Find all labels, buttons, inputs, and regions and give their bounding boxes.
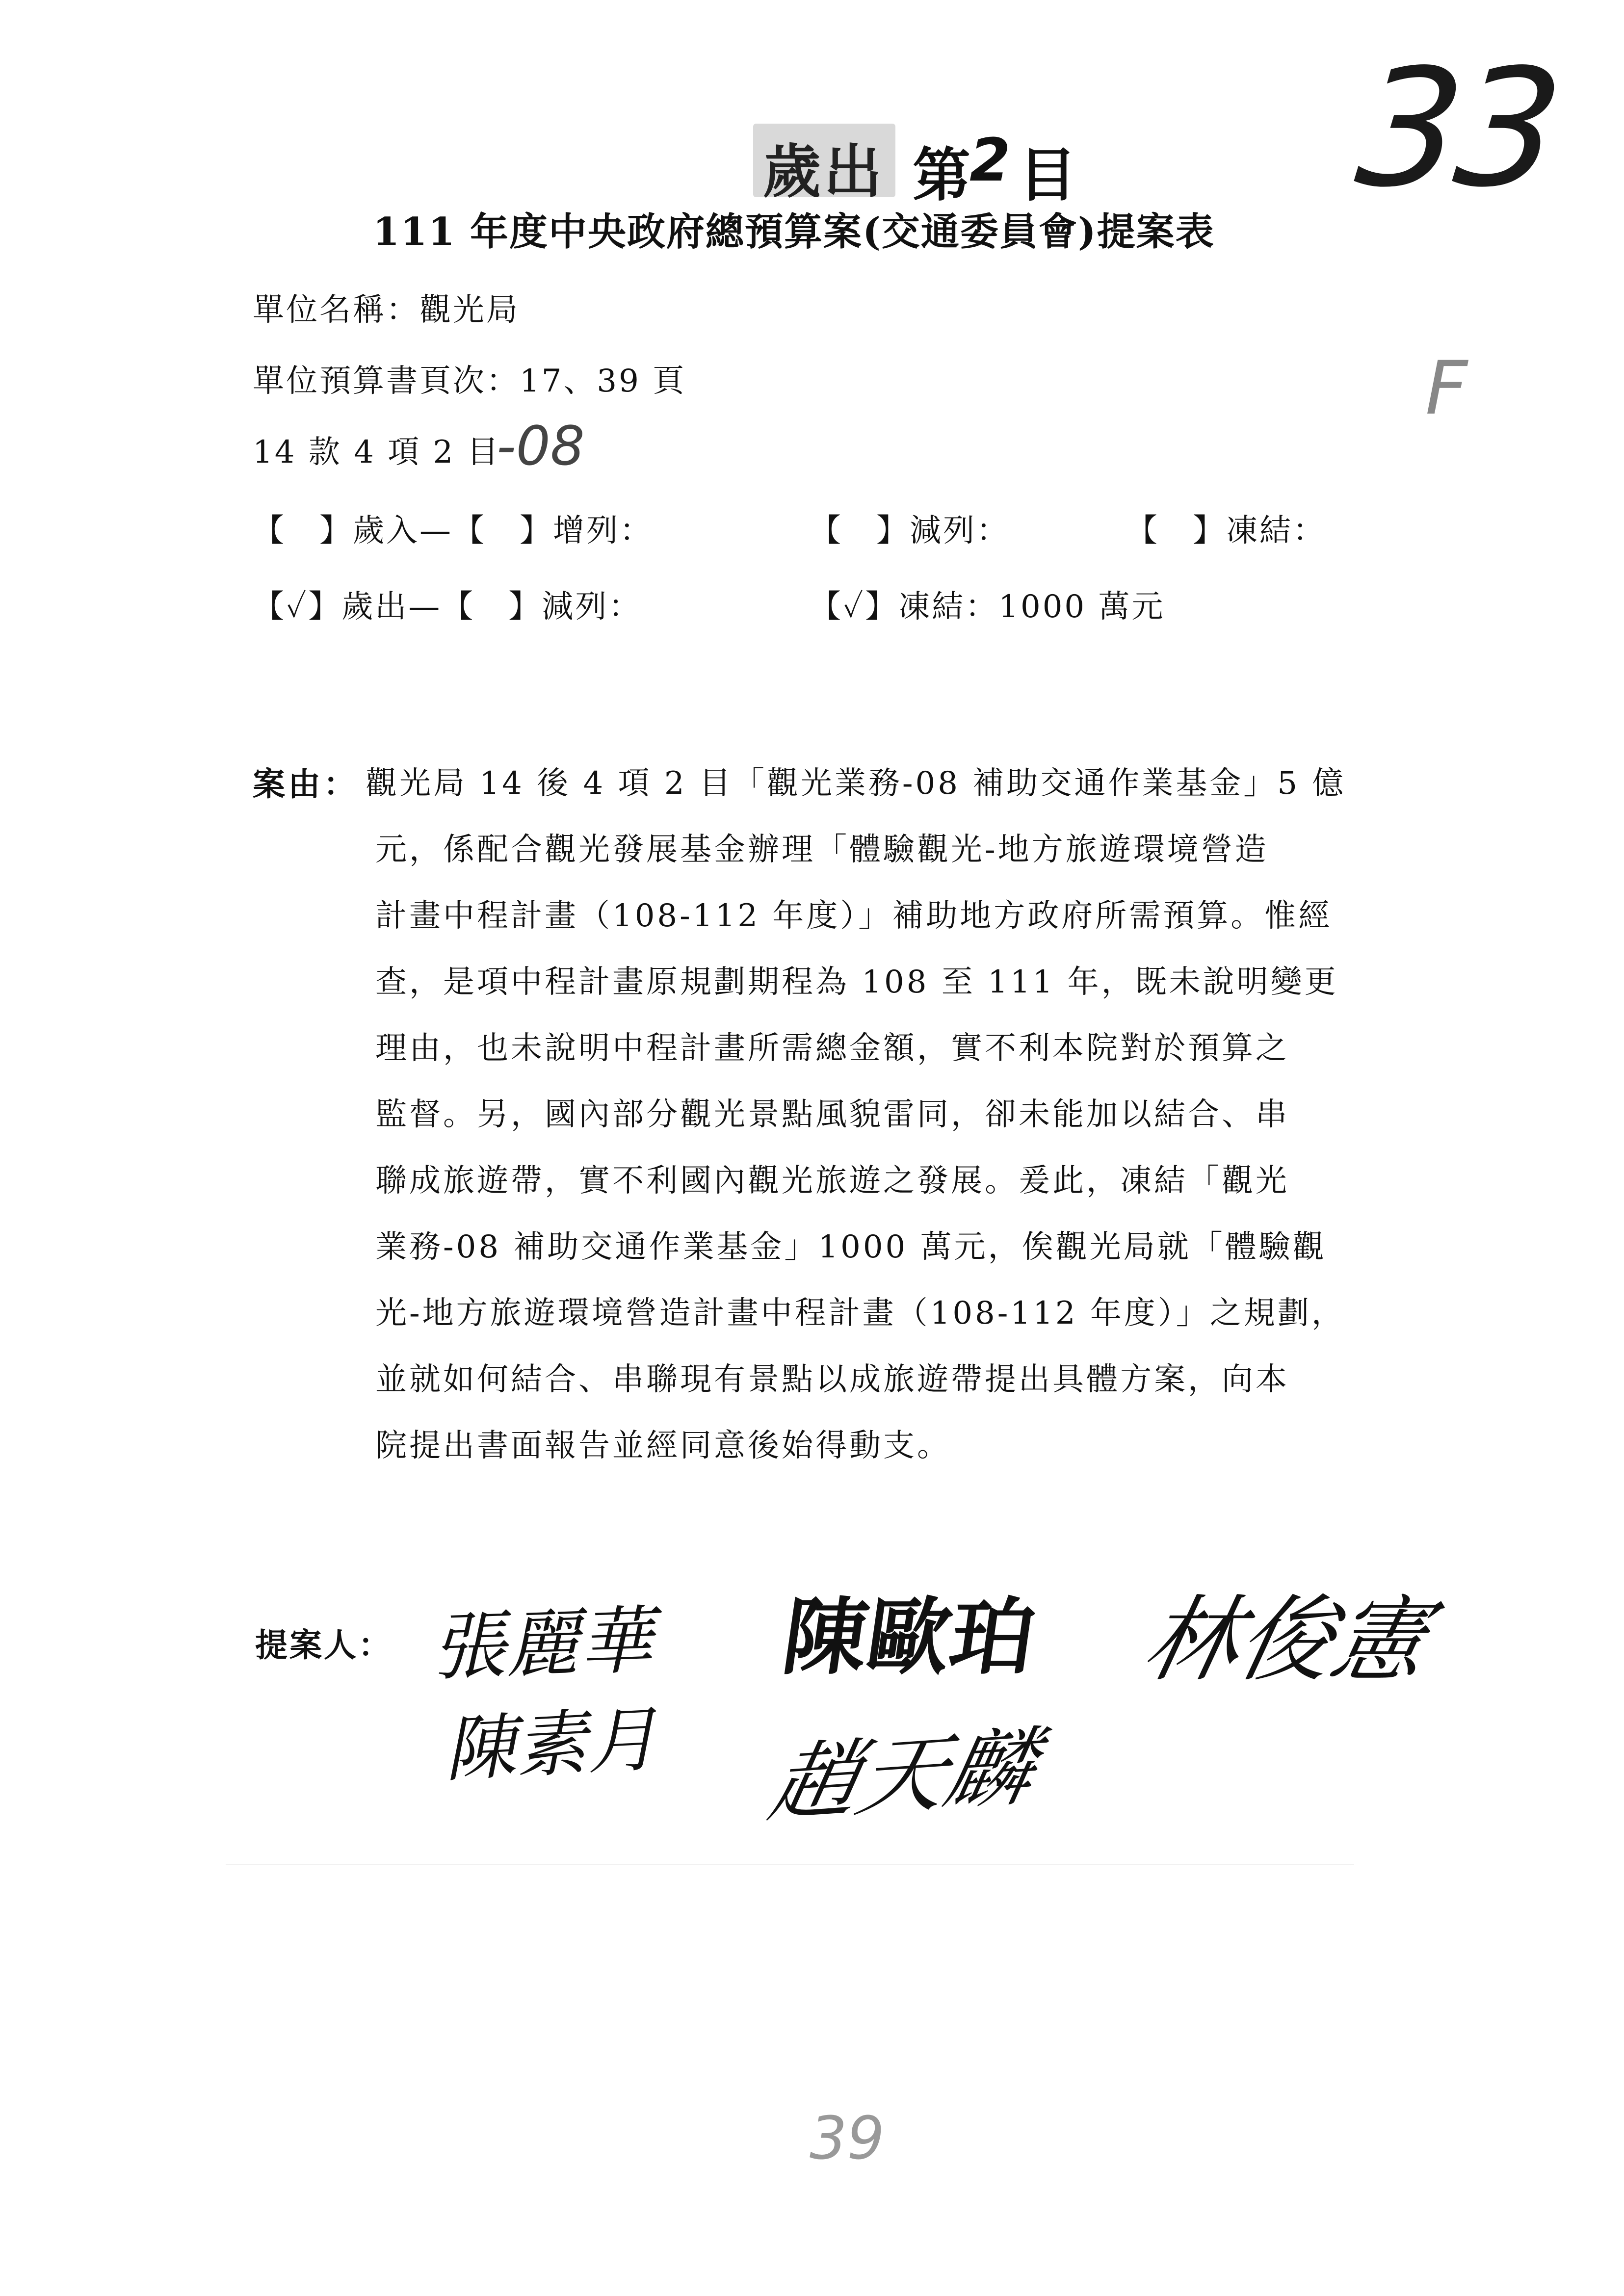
- proposer-label: 提案人：: [255, 1626, 393, 1664]
- expenditure-freeze-option: 【✓】凍結：1000 萬元: [810, 589, 1165, 625]
- revenue-decrease-option: 【 】減列：: [810, 513, 1010, 549]
- handwritten-item-note: -08: [497, 415, 585, 477]
- item-number: 2: [969, 127, 1011, 195]
- budget-pages: 單位預算書頁次：17、39 頁: [253, 363, 686, 399]
- reason-line: 觀光局 14 後 4 項 2 目「觀光業務-08 補助交通作業基金」5 億: [366, 765, 1346, 802]
- reason-line: 院提出書面報告並經同意後始得動支。: [375, 1428, 951, 1464]
- reason-line: 理由，也未說明中程計畫所需總金額，實不利本院對於預算之: [375, 1030, 1289, 1067]
- section-code: 14 款 4 項 2 目: [253, 434, 500, 470]
- reason-line: 元，係配合觀光發展基金辦理「體驗觀光-地方旅遊環境營造: [375, 832, 1269, 868]
- handwritten-page-number: 39: [810, 2105, 885, 2173]
- category-stamp-text: 歲出: [763, 137, 885, 206]
- reason-line: 聯成旅遊帶，實不利國內觀光旅遊之發展。爰此，凍結「觀光: [375, 1163, 1289, 1199]
- signature: 林俊憲: [1135, 1586, 1438, 1694]
- expenditure-decrease-option: 【✓】歲出—【 】減列：: [253, 589, 642, 625]
- unit-name: 單位名稱：觀光局: [253, 292, 520, 328]
- signature: 陳素月: [442, 1697, 660, 1792]
- reason-line: 並就如何結合、串聯現有景點以成旅遊帶提出具體方案，向本: [375, 1361, 1289, 1398]
- signature: 陳歐珀: [777, 1589, 1041, 1686]
- item-prefix: 第: [913, 141, 971, 209]
- page-title: 111 年度中央政府總預算案(交通委員會)提案表: [373, 209, 1215, 254]
- divider: [226, 1864, 1354, 1865]
- reason-line: 監督。另，國內部分觀光景點風貌雷同，卻未能加以結合、串: [375, 1096, 1289, 1133]
- revenue-freeze-option: 【 】凍結：: [1126, 513, 1326, 549]
- item-suffix: 目: [1019, 141, 1077, 209]
- signature: 趙天麟: [761, 1717, 1044, 1835]
- reason-line: 查，是項中程計畫原規劃期程為 108 至 111 年，既未說明變更: [375, 964, 1338, 1000]
- handwritten-corner-letter: F: [1425, 346, 1468, 431]
- reason-line: 光-地方旅遊環境營造計畫中程計畫（108-112 年度）」之規劃，: [375, 1295, 1345, 1331]
- reason-line: 業務-08 補助交通作業基金」1000 萬元，俟觀光局就「體驗觀: [375, 1229, 1327, 1265]
- signature: 張麗華: [430, 1598, 655, 1691]
- reason-line: 計畫中程計畫（108-112 年度）」補助地方政府所需預算。惟經: [375, 898, 1333, 934]
- handwritten-corner-number: 33: [1349, 34, 1566, 223]
- revenue-increase-option: 【 】歲入—【 】增列：: [253, 513, 653, 549]
- reason-label: 案由：: [253, 765, 359, 803]
